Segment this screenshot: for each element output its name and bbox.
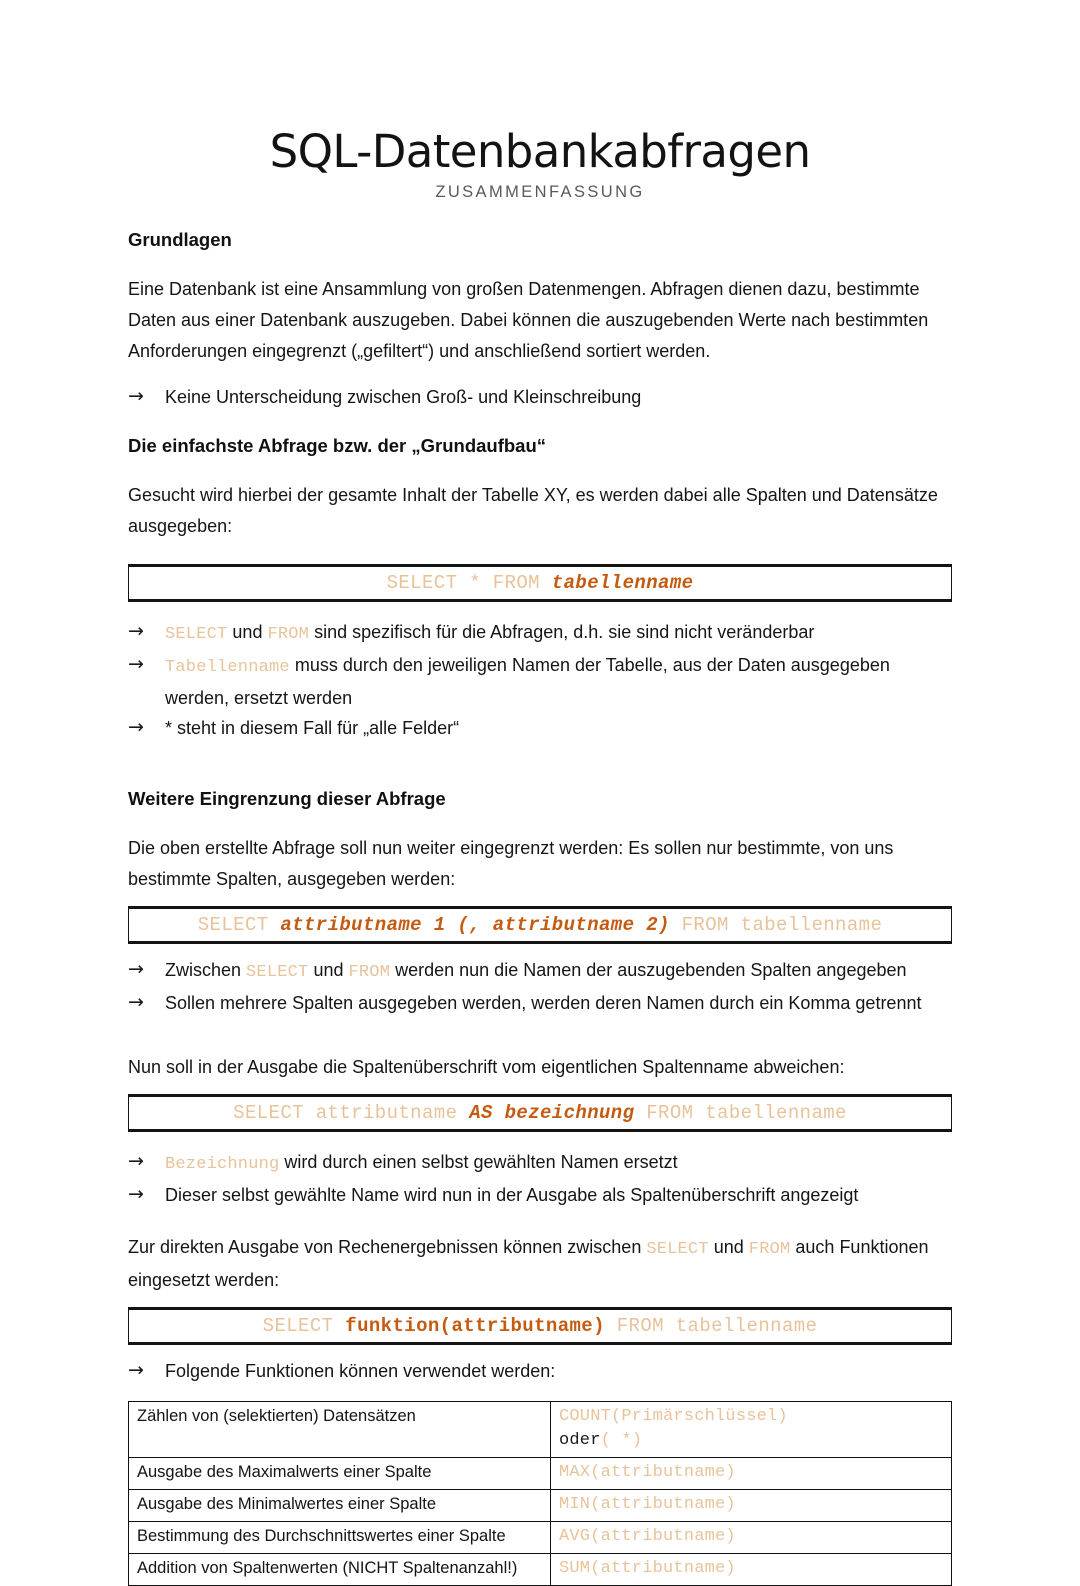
- page-title: SQL-Datenbankabfragen: [269, 125, 811, 178]
- arrow-icon: →: [128, 1359, 144, 1382]
- inline-keyword-tabellenname: Tabellenname: [165, 658, 290, 678]
- list-alias: [128, 1147, 952, 1210]
- code-keyword-select: SELECT attributname: [233, 1101, 470, 1124]
- table-cell-code: SUM(attributname): [551, 1554, 952, 1586]
- heading-grundlagen: Grundlagen: [128, 229, 232, 251]
- list-item: [128, 617, 952, 650]
- inline-keyword-from: FROM: [748, 1240, 791, 1260]
- arrow-icon: →: [128, 1150, 144, 1173]
- list-item-label: werden nun die Namen der auszugebenden Spalten angegeben: [390, 960, 907, 981]
- table-row: [129, 1458, 952, 1490]
- table-cell-code: [551, 1402, 952, 1458]
- code-line: [233, 1101, 847, 1124]
- list-item: [128, 1147, 952, 1180]
- list-grundlagen: [128, 382, 952, 412]
- code-keyword: SELECT * FROM: [386, 571, 552, 594]
- paragraph-grundlagen: Eine Datenbank ist eine Ansammlung von großen Datenmengen. Abfragen dienen dazu, bestimmte Daten aus einer Datenbank auszugeben. Dabei können die auszugebenden Werte nach bestimmten Anforderungen eingegrenzt („gefiltert“) und anschließend sortiert werden.: [128, 279, 929, 362]
- list-item-label: Folgende Funktionen können verwendet werden:: [165, 1361, 556, 1382]
- code-line: [386, 571, 694, 594]
- code-keyword-as: AS bezeichnung: [469, 1101, 635, 1124]
- list-item-label: * steht in diesem Fall für „alle Felder“: [165, 718, 460, 739]
- inline-keyword-from: FROM: [348, 963, 391, 983]
- list-eingrenzung: [128, 955, 952, 1018]
- table-cell-code: MIN(attributname): [551, 1490, 952, 1522]
- list-funktionen: [128, 1356, 952, 1386]
- code-box-column-select: [128, 906, 952, 944]
- list-item: [128, 1180, 952, 1210]
- table-cell-description: Bestimmung des Durchschnittswertes einer Spalte: [129, 1522, 551, 1554]
- paragraph-funktionen: [128, 1232, 952, 1296]
- title-block: [128, 0, 952, 202]
- table-cell-description: Zählen von (selektierten) Datensätzen: [129, 1402, 551, 1458]
- table-cell-description: Addition von Spaltenwerten (NICHT Spaltenanzahl!): [129, 1554, 551, 1586]
- code-keyword-from: FROM tabellenname: [669, 913, 883, 936]
- code-line: [262, 1314, 818, 1337]
- inline-keyword-select: SELECT: [646, 1240, 709, 1260]
- arrow-icon: →: [128, 716, 144, 739]
- arrow-icon: →: [128, 620, 144, 643]
- list-item-label: wird durch einen selbst gewählten Namen ersetzt: [279, 1152, 678, 1173]
- inline-keyword-select: SELECT: [165, 625, 228, 645]
- code-box-basic-query: [128, 564, 952, 602]
- paragraph-alias: Nun soll in der Ausgabe die Spaltenüberschrift vom eigentlichen Spaltenname abweichen:: [128, 1057, 845, 1078]
- arrow-icon: →: [128, 1183, 144, 1206]
- arrow-icon: →: [128, 653, 144, 676]
- functions-table: [128, 1401, 952, 1586]
- list-item-label: muss durch den jeweiligen Namen der Tabelle, aus der Daten ausgegeben werden, ersetzt werden: [165, 655, 890, 709]
- list-item-lead: Zwischen: [165, 960, 247, 981]
- list-item-text: und: [308, 960, 349, 981]
- inline-keyword-from: FROM: [267, 625, 310, 645]
- list-grundaufbau: [128, 617, 952, 743]
- paragraph-lead: Zur direkten Ausgabe von Rechenergebnissen können zwischen: [128, 1237, 647, 1258]
- list-item: [128, 1356, 952, 1386]
- list-item-label: Keine Unterscheidung zwischen Groß- und Kleinschreibung: [165, 387, 642, 408]
- arrow-icon: →: [128, 991, 144, 1014]
- table-row: [129, 1402, 952, 1458]
- code-line: [197, 913, 883, 936]
- table-cell-code: MAX(attributname): [551, 1458, 952, 1490]
- list-item: [128, 955, 952, 988]
- paragraph-tail: auch Funktionen eingesetzt werden:: [128, 1237, 929, 1291]
- code-box-alias: [128, 1094, 952, 1132]
- heading-eingrenzung: Weitere Eingrenzung dieser Abfrage: [128, 788, 446, 810]
- list-item-label: Dieser selbst gewählte Name wird nun in der Ausgabe als Spaltenüberschrift angezeigt: [165, 1185, 859, 1206]
- table-row: [129, 1554, 952, 1586]
- list-item: [128, 382, 952, 412]
- code-keyword-from: FROM tabellenname: [634, 1101, 847, 1124]
- code-text-oder: oder: [559, 1431, 601, 1451]
- list-item: [128, 988, 952, 1018]
- arrow-icon: →: [128, 385, 144, 408]
- inline-keyword-select: SELECT: [246, 963, 309, 983]
- arrow-icon: →: [128, 958, 144, 981]
- inline-keyword-bezeichnung: Bezeichnung: [165, 1155, 280, 1175]
- paragraph-mid: und: [708, 1237, 749, 1258]
- list-item: [128, 650, 952, 713]
- code-placeholder: tabellenname: [551, 571, 694, 594]
- table-cell-code: AVG(attributname): [551, 1522, 952, 1554]
- code-line: COUNT(Primärschlüssel): [559, 1407, 788, 1427]
- heading-grundaufbau: Die einfachste Abfrage bzw. der „Grundaufbau“: [128, 435, 547, 457]
- paragraph-eingrenzung: Die oben erstellte Abfrage soll nun weiter eingegrenzt werden: Es sollen nur bestimmte, von uns bestimmte Spalten, ausgegeben werden:: [128, 838, 894, 890]
- code-keyword-select: SELECT: [262, 1314, 346, 1337]
- code-box-function: [128, 1307, 952, 1345]
- code-keyword-select: SELECT: [197, 913, 281, 936]
- table-row: [129, 1490, 952, 1522]
- code-text-star: ( *): [600, 1431, 643, 1451]
- list-item-text: und: [227, 622, 268, 643]
- code-placeholder-function: funktion(attributname): [345, 1314, 605, 1337]
- table-cell-description: Ausgabe des Maximalwerts einer Spalte: [129, 1458, 551, 1490]
- list-item: [128, 713, 952, 743]
- code-keyword-from: FROM tabellenname: [604, 1314, 818, 1337]
- code-placeholder-attributes: attributname 1 (, attributname 2): [280, 913, 670, 936]
- page-subtitle: ZUSAMMENFASSUNG: [435, 183, 645, 202]
- list-item-label: sind spezifisch für die Abfragen, d.h. sie sind nicht veränderbar: [309, 622, 815, 643]
- code-line: [559, 1429, 943, 1453]
- list-item-label: Sollen mehrere Spalten ausgegeben werden, werden deren Namen durch ein Komma getrennt: [165, 993, 922, 1014]
- paragraph-grundaufbau: Gesucht wird hierbei der gesamte Inhalt der Tabelle XY, es werden dabei alle Spalten und Datensätze ausgegeben:: [128, 485, 938, 537]
- table-cell-description: Ausgabe des Minimalwertes einer Spalte: [129, 1490, 551, 1522]
